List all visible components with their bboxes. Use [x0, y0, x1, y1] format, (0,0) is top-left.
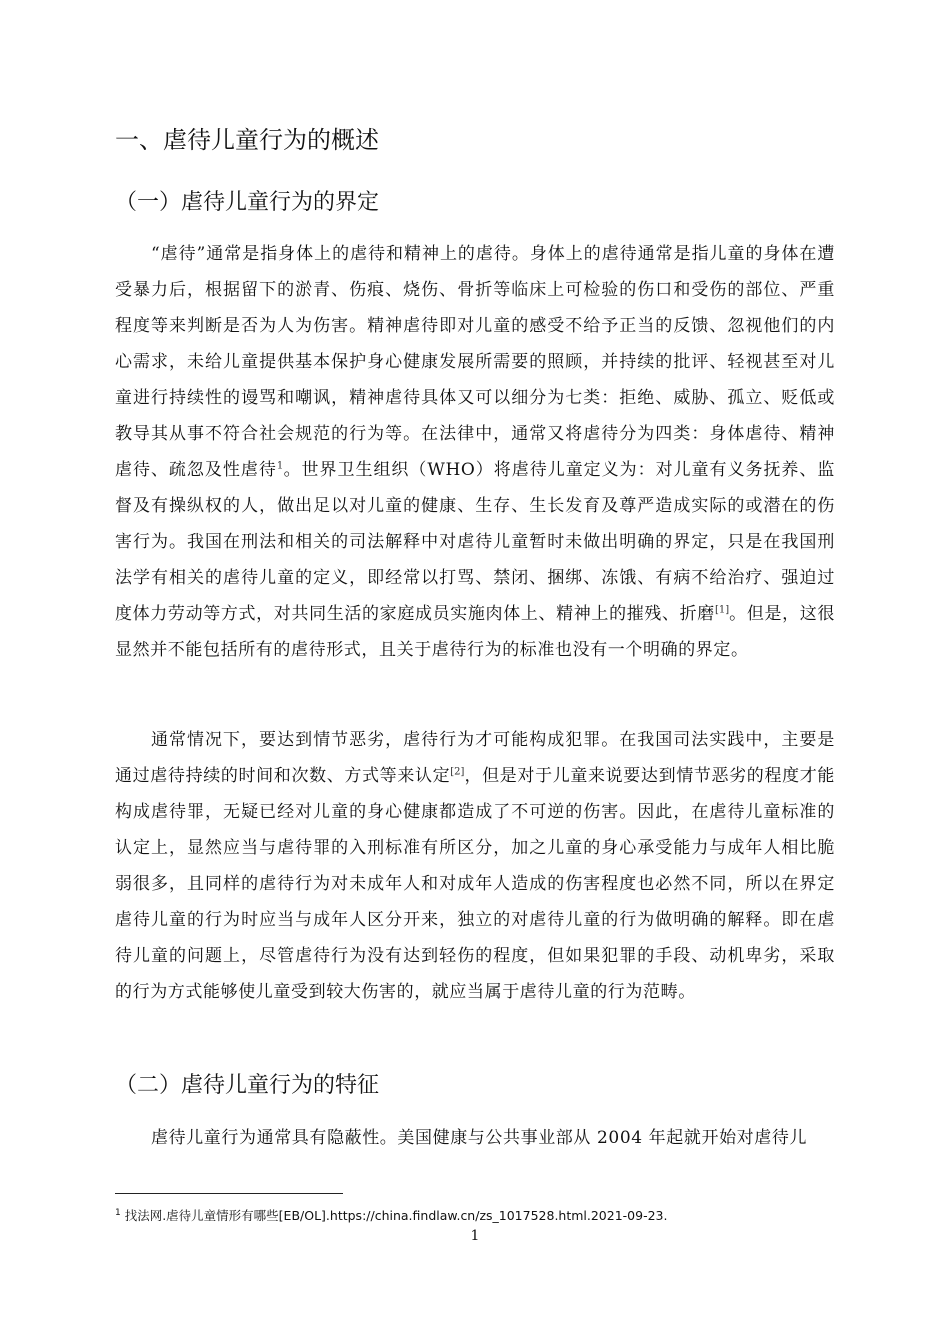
paragraph-characteristics: 虐待儿童行为通常具有隐蔽性。美国健康与公共事业部从 2004 年起就开始对虐待儿 [151, 1128, 808, 1148]
paragraph-text: 通常情况下，要达到情节恶劣，虐待行为才可能构成犯罪。在我国司法实践中，主要是通过虐待持续的时间和次数、方式等来认定 [115, 730, 835, 786]
footnote-separator [115, 1193, 343, 1194]
paragraph-text: ，但是对于儿童来说要达到情节恶劣的程度才能构成虐待罪，无疑已经对儿童的身心健康都造成了不可逆的伤害。因此，在虐待儿童标准的认定上，显然应当与虐待罪的入刑标准有所区分，加之儿童的身心承受能力与成年人相比脆弱很多，且同样的虐待行为对未成年人和对成年人造成的伤害程度也必然不同，所以在界定虐待儿童的行为时应当与成年人区分开来，独立的对虐待儿童的行为做明确的解释。即在虐待儿童的问题上，尽管虐待行为没有达到轻伤的程度，但如果犯罪的手段、动机卑劣，采取的行为方式能够使儿童受到较大伤害的，就应当属于虐待儿童的行为范畴。 [115, 766, 835, 1002]
section-heading-definition: （一）虐待儿童行为的界定 [115, 190, 380, 215]
footnote [115, 1207, 667, 1225]
citation-reference[interactable]: [1] [714, 604, 730, 616]
paragraph-definition [115, 236, 835, 668]
paragraph-criminal-standard [115, 722, 835, 1010]
paragraph-text: “虐待”通常是指身体上的虐待和精神上的虐待。身体上的虐待通常是指儿童的身体在遭受暴力后，根据留下的淤青、伤痕、烧伤、骨折等临床上可检验的伤口和受伤的部位、严重程度等来判断是否为人为伤害。精神虐待即对儿童的感受不给予正当的反馈、忽视他们的内心需求，未给儿童提供基本保护身心健康发展所需要的照顾，并持续的批评、轻视甚至对儿童进行持续性的谩骂和嘲讽，精神虐待具体又可以细分为七类：拒绝、威胁、孤立、贬低或教导其从事不符合社会规范的行为等。在法律中，通常又将虐待分为四类：身体虐待、精神虐待、疏忽及性虐待 [115, 244, 835, 480]
footnote-mark: 1 [115, 1207, 121, 1218]
section-heading-characteristics: （二）虐待儿童行为的特征 [115, 1073, 380, 1098]
paragraph-text: 。世界卫生组织（WHO）将虐待儿童定义为：对儿童有义务抚养、监督及有操纵权的人，做出足以对儿童的健康、生存、生长发育及尊严造成实际的或潜在的伤害行为。我国在刑法和相关的司法解释中对虐待儿童暂时未做出明确的界定，只是在我国刑法学有相关的虐待儿童的定义，即经常以打骂、禁闭、捆绑、冻饿、有病不给治疗、强迫过度体力劳动等方式，对共同生活的家庭成员实施肉体上、精神上的摧残、折磨 [115, 460, 835, 624]
paragraph-text: 。但是，这很显然并不能包括所有的虐待形式，且关于虐待行为的标准也没有一个明确的界定。 [115, 604, 835, 660]
footnote-text: 找法网.虐待儿童情形有哪些[EB/OL].https://china.findlaw.cn/zs_1017528.html.2021-09-23. [120, 1208, 668, 1223]
footnote-reference[interactable]: 1 [276, 460, 284, 472]
page-number: 1 [470, 1228, 480, 1244]
citation-reference[interactable]: [2] [450, 766, 465, 778]
chapter-heading: 一、虐待儿童行为的概述 [115, 126, 379, 154]
